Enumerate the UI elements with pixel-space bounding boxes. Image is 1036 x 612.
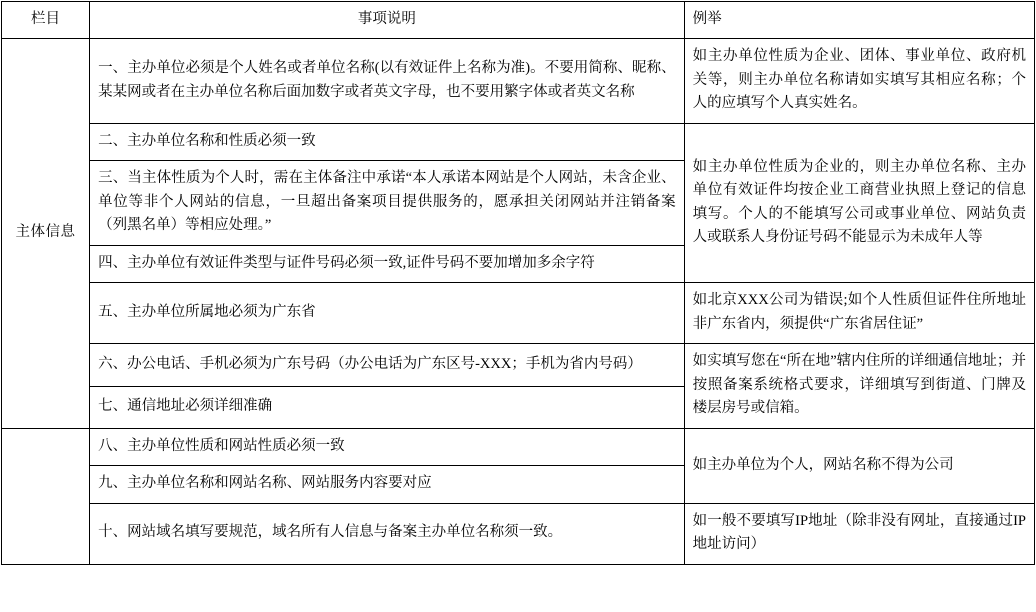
item-text-7: 七、通信地址必须详细准确 — [90, 386, 685, 428]
example-text-8: 如主办单位为个人，网站名称不得为公司 — [684, 428, 1034, 503]
item-text-4: 四、主办单位有效证件类型与证件号码必须一致,证件号码不要加增加多余字符 — [90, 245, 685, 282]
table-row — [2, 344, 1035, 386]
item-text-8: 八、主办单位性质和网站性质必须一致 — [90, 428, 685, 465]
item-text-6: 六、办公电话、手机必须为广东号码（办公电话为广东区号-XXX；手机为省内号码） — [90, 344, 685, 386]
table-header-row — [2, 2, 1035, 39]
category-cell-blank — [2, 428, 90, 564]
header-example: 例举 — [684, 2, 1034, 39]
table-row — [2, 123, 1035, 160]
example-text-5: 如北京XXX公司为错误;如个人性质但证件住所地址非广东省内，须提供“广东省居住证” — [684, 283, 1034, 344]
category-cell-subject-info: 主体信息 — [2, 39, 90, 428]
document-page — [0, 1, 1036, 612]
example-text-2: 如主办单位性质为企业的，则主办单位名称、主办单位有效证件均按企业工商营业执照上登记的信息填写。个人的不能填写公司或事业单位、网站负责人或联系人身份证号码不能显示为未成年人等 — [684, 123, 1034, 282]
item-text-2: 二、主办单位名称和性质必须一致 — [90, 123, 685, 160]
header-column: 栏目 — [2, 2, 90, 39]
table-row — [2, 428, 1035, 465]
example-text-7: 如实填写您在“所在地”辖内住所的详细通信地址；并按照备案系统格式要求，详细填写到街道、门牌及楼层房号或信箱。 — [684, 344, 1034, 428]
example-text-1: 如主办单位性质为企业、团体、事业单位、政府机关等，则主办单位名称请如实填写其相应名称；个人的应填写个人真实姓名。 — [684, 39, 1034, 123]
table-row — [2, 283, 1035, 344]
item-text-3: 三、当主体性质为个人时，需在主体备注中承诺“本人承诺本网站是个人网站，未含企业、单位等非个人网站的信息，一旦超出备案项目提供服务的，愿承担关闭网站并注销备案（列黑名单）等相应处理。” — [90, 161, 685, 245]
item-text-1: 一、主办单位必须是个人姓名或者单位名称(以有效证件上名称为准)。不要用简称、昵称、某某网或者在主办单位名称后面加数字或者英文字母，也不要用繁字体或者英文名称 — [90, 39, 685, 123]
header-description: 事项说明 — [90, 2, 685, 39]
item-text-5: 五、主办单位所属地必须为广东省 — [90, 283, 685, 344]
item-text-9: 九、主办单位名称和网站名称、网站服务内容要对应 — [90, 466, 685, 503]
item-text-10: 十、网站域名填写要规范，域名所有人信息与备案主办单位名称须一致。 — [90, 503, 685, 564]
example-text-10: 如一般不要填写IP地址（除非没有网址，直接通过IP地址访问） — [684, 503, 1034, 564]
table-row — [2, 39, 1035, 123]
table-row — [2, 503, 1035, 564]
filing-requirements-table — [1, 1, 1035, 565]
